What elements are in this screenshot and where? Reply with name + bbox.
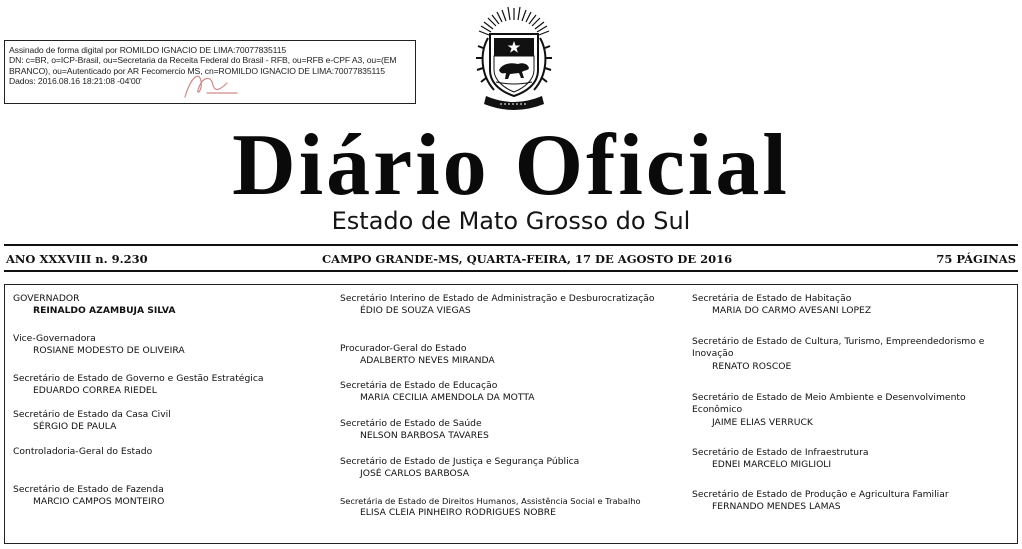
coat-of-arms-icon: [466, 4, 562, 112]
official-role: Secretário de Estado de Meio Ambiente e Desenvolvimento Econômico: [692, 392, 966, 416]
official-entry: [13, 373, 323, 398]
official-entry: [13, 446, 323, 458]
official-name: ADALBERTO NEVES MIRANDA: [360, 355, 495, 367]
official-entry: [340, 495, 670, 520]
official-name: NELSON BARBOSA TAVARES: [360, 430, 489, 442]
official-role: Secretário de Estado de Justiça e Segurança Pública: [340, 456, 580, 467]
official-entry: [13, 293, 323, 318]
page-count: 75 PÁGINAS: [936, 252, 1016, 266]
official-name: MARIA CECILIA AMENDOLA DA MOTTA: [360, 392, 535, 404]
official-role: Vice-Governadora: [13, 333, 96, 344]
official-name: JOSÉ CARLOS BARBOSA: [360, 468, 469, 480]
official-entry: [340, 293, 670, 318]
official-name: JAIME ELIAS VERRUCK: [712, 416, 813, 428]
issue-bar-top-rule: [4, 244, 1018, 246]
official-name: RENATO ROSCOE: [712, 360, 792, 372]
official-entry: [13, 484, 323, 509]
official-role: Secretário de Estado de Cultura, Turismo, Empreendedorismo e Inovação: [692, 336, 985, 360]
official-role: Secretário Interino de Estado de Administração e Desburocratização: [340, 293, 655, 304]
official-role: Secretário de Estado de Governo e Gestão Estratégica: [13, 373, 264, 384]
official-entry: [340, 456, 670, 481]
signature-line: BRANCO), ou=Autenticado por AR Fecomercio MS, cn=ROMILDO IGNACIO DE LIMA:70077835115: [9, 65, 385, 76]
official-name: REINALDO AZAMBUJA SILVA: [33, 305, 176, 317]
handwritten-signature-icon: [177, 67, 247, 103]
official-entry: [13, 409, 323, 434]
official-role: Secretário de Estado de Saúde: [340, 418, 482, 429]
official-name: ROSIANE MODESTO DE OLIVEIRA: [33, 345, 185, 357]
officials-directory: [4, 284, 1018, 544]
newspaper-title: Diário Oficial: [232, 117, 790, 214]
official-name: FERNANDO MENDES LAMAS: [712, 501, 841, 513]
official-role: Secretário de Estado da Casa Civil: [13, 409, 171, 420]
signature-line: DN: c=BR, o=ICP-Brasil, ou=Secretaria da Receita Federal do Brasil - RFB, ou=RFB e-CPF A3, ou=(EM: [9, 55, 397, 66]
official-entry: [13, 333, 323, 358]
official-role: Secretário de Estado de Produção e Agricultura Familiar: [692, 489, 949, 500]
digital-signature-box: [4, 40, 416, 104]
newspaper-subtitle: Estado de Mato Grosso do Sul: [331, 207, 691, 235]
official-role: Secretário de Estado de Infraestrutura: [692, 447, 869, 458]
official-name: MARCIO CAMPOS MONTEIRO: [33, 496, 165, 508]
signature-line: Assinado de forma digital por ROMILDO IGNACIO DE LIMA:70077835115: [9, 45, 287, 55]
official-name: ÉDIO DE SOUZA VIEGAS: [360, 305, 471, 317]
official-name: SÉRGIO DE PAULA: [33, 421, 117, 433]
official-role: Secretária de Estado de Habitação: [692, 293, 852, 304]
official-name: MARIA DO CARMO AVESANI LOPEZ: [712, 305, 872, 317]
official-role: Secretária de Estado de Educação: [340, 380, 498, 391]
edition-number: ANO XXXVIII n. 9.230: [6, 252, 148, 266]
official-role: Controladoria-Geral do Estado: [13, 446, 153, 457]
official-entry: [340, 380, 670, 405]
issue-bar-bottom-rule: [4, 270, 1018, 272]
official-entry: [692, 293, 1014, 318]
official-entry: [692, 447, 1014, 472]
official-name: EDNEI MARCELO MIGLIOLI: [712, 459, 832, 471]
place-and-date: CAMPO GRANDE-MS, QUARTA-FEIRA, 17 DE AGOSTO DE 2016: [322, 252, 733, 266]
official-entry: [340, 418, 670, 443]
official-name: EDUARDO CORREA RIEDEL: [33, 385, 157, 397]
official-role: Procurador-Geral do Estado: [340, 343, 467, 354]
official-entry: [340, 343, 670, 368]
official-role: Secretária de Estado de Direitos Humanos, Assistência Social e Trabalho: [340, 496, 641, 506]
official-entry: [692, 489, 1014, 514]
official-entry: [692, 336, 1014, 373]
signature-line: Dados: 2016.08.16 18:21:08 -04'00': [9, 75, 142, 86]
official-role: GOVERNADOR: [13, 293, 80, 304]
official-role: Secretário de Estado de Fazenda: [13, 484, 164, 495]
official-name: ELISA CLEIA PINHEIRO RODRIGUES NOBRE: [360, 507, 556, 519]
official-entry: [692, 392, 1014, 429]
